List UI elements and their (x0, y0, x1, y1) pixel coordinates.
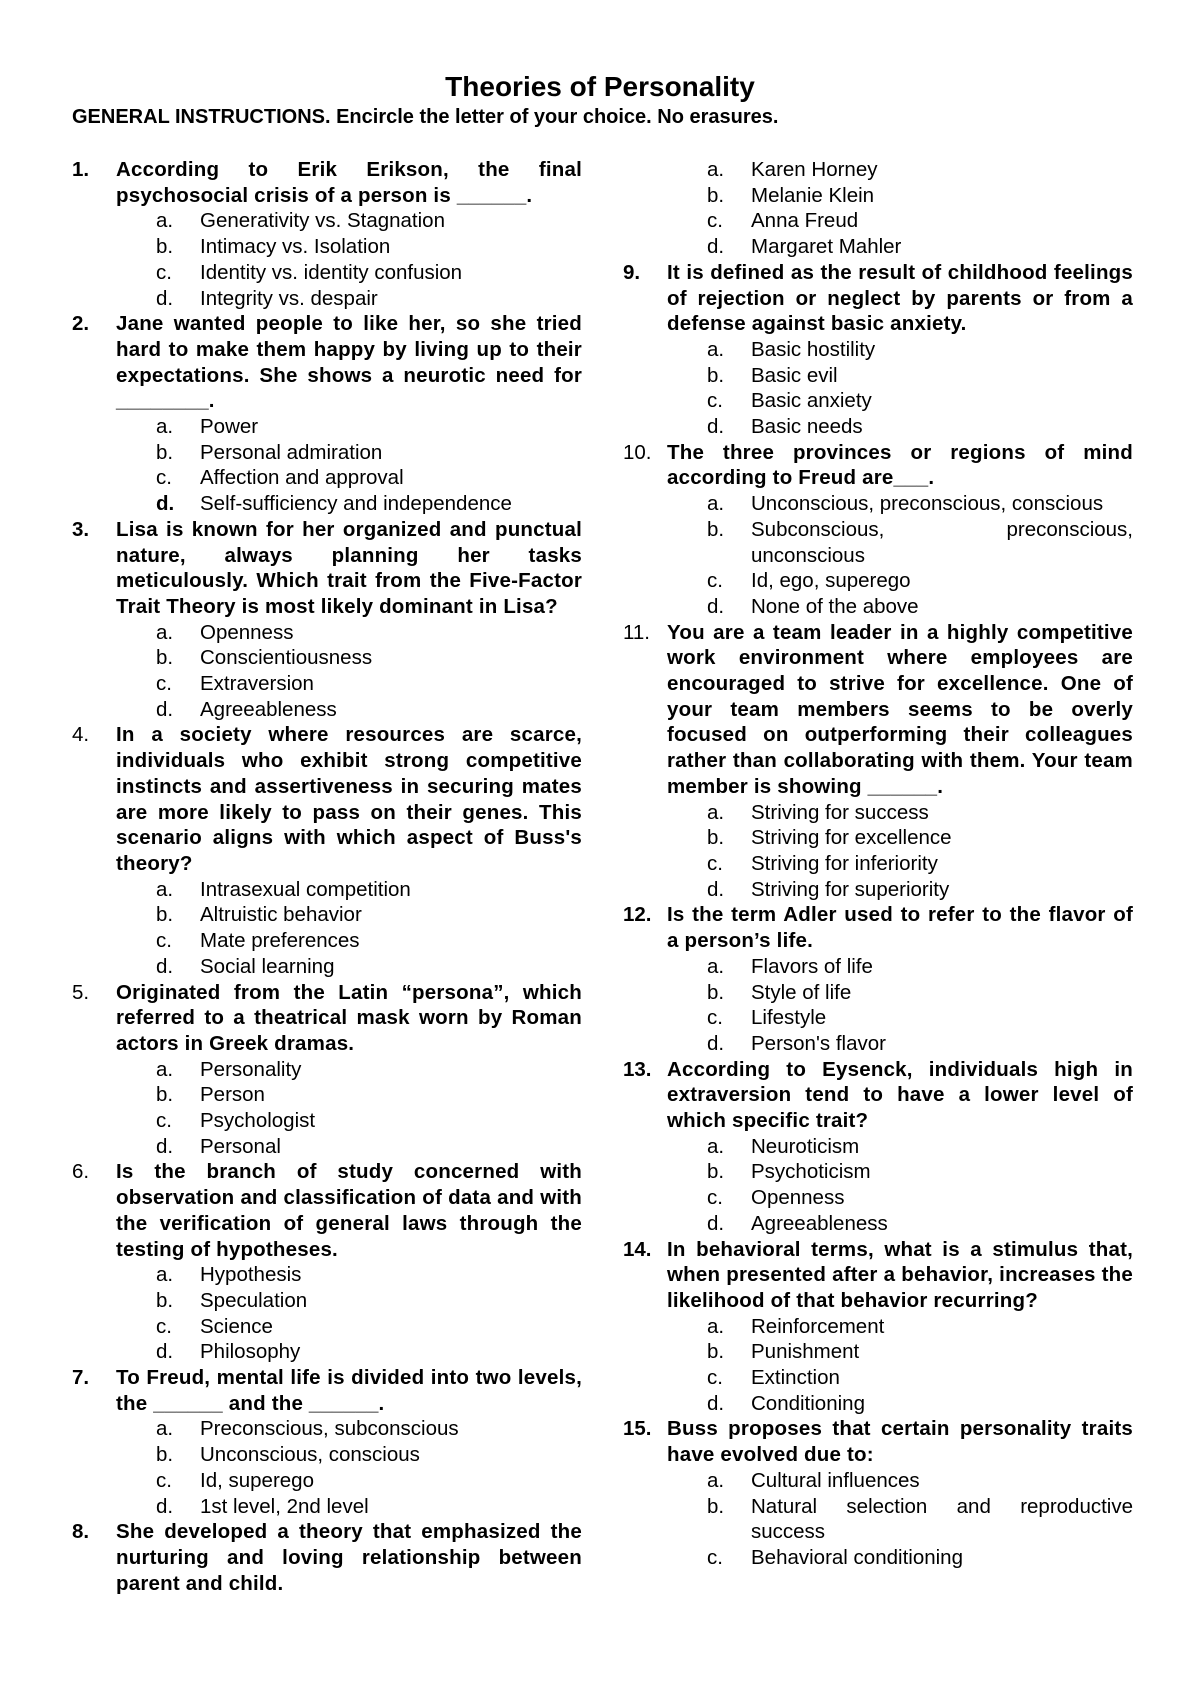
question-text: It is defined as the result of childhood feelings of rejection or neglect by parents or from a defense against basic anxiety. (667, 260, 1133, 336)
option-text: Extraversion (200, 672, 314, 696)
question-number: 12. (623, 903, 652, 927)
answer-option[interactable] (156, 877, 582, 903)
option-text: Intimacy vs. Isolation (200, 235, 391, 259)
page-title: Theories of Personality (445, 71, 755, 102)
option-letter: b. (156, 440, 174, 464)
answer-option[interactable] (707, 1339, 1133, 1365)
question-text: In behavioral terms, what is a stimulus that, when presented after a behavior, increases the likelihood of that behavior recurring? (667, 1237, 1133, 1312)
option-letter: d. (707, 1031, 725, 1055)
answer-option[interactable] (156, 465, 582, 491)
option-text: Psychoticism (751, 1160, 871, 1184)
option-letter: d. (707, 235, 725, 259)
option-text: Personality (200, 1057, 302, 1081)
question-item (623, 1416, 1133, 1570)
answer-option[interactable] (707, 851, 1133, 877)
option-letter: a. (156, 209, 174, 233)
question-text: Is the branch of study concerned with observation and classification of data and with the verification of general laws through the testing of hypotheses. (116, 1160, 582, 1261)
option-letter: d. (156, 492, 175, 516)
question-item (72, 517, 582, 723)
option-letter: b. (156, 646, 174, 670)
answer-option[interactable] (156, 1339, 582, 1365)
answer-option[interactable] (156, 286, 582, 312)
answer-option[interactable] (707, 183, 1133, 209)
question-text: In a society where resources are scarce, individuals who exhibit strong competitive instincts and assertiveness in securing mates are more likely to pass on their genes. This scenario aligns with which aspect of Buss's theory? (116, 723, 582, 875)
question-number: 9. (623, 260, 641, 284)
option-text: None of the above (751, 594, 919, 618)
answer-option[interactable] (156, 208, 582, 234)
answer-option[interactable] (707, 1185, 1133, 1211)
question-number: 11. (623, 620, 650, 644)
question-text: According to Eysenck, individuals high in extraversion tend to have a lower level of which specific trait? (667, 1057, 1133, 1133)
answer-option[interactable] (156, 1262, 582, 1288)
answer-option[interactable] (156, 645, 582, 671)
option-letter: a. (156, 1263, 174, 1287)
question-number: 13. (623, 1057, 652, 1081)
option-letter: c. (156, 1468, 172, 1492)
option-text: Basic evil (751, 363, 838, 387)
option-letter: b. (707, 363, 725, 387)
option-letter: d. (707, 1391, 725, 1415)
answer-option[interactable] (707, 594, 1133, 620)
answer-option[interactable] (156, 1108, 582, 1134)
answer-option[interactable] (707, 517, 1133, 568)
option-letter: d. (156, 286, 174, 310)
option-letter: c. (707, 389, 723, 413)
answer-option[interactable] (156, 954, 582, 980)
option-text: Karen Horney (751, 158, 878, 181)
option-letter: b. (707, 1494, 725, 1518)
answer-option[interactable] (156, 1082, 582, 1108)
answer-option[interactable] (707, 208, 1133, 234)
option-text: Psychologist (200, 1109, 316, 1133)
question-text: According to Erik Erikson, the final psychosocial crisis of a person is ______. (116, 158, 582, 207)
answer-option[interactable] (707, 568, 1133, 594)
option-letter: b. (707, 183, 725, 207)
option-letter: c. (707, 851, 723, 875)
option-text: Self-sufficiency and independence (200, 492, 512, 516)
option-letter: d. (156, 1134, 174, 1158)
answer-option[interactable] (156, 1416, 582, 1442)
question-text: Buss proposes that certain personality traits have evolved due to: (667, 1417, 1133, 1467)
option-letter: a. (156, 415, 174, 439)
option-letter: c. (707, 569, 723, 593)
answer-option[interactable] (156, 440, 582, 466)
question-number: 7. (72, 1366, 90, 1390)
answer-option[interactable] (156, 1134, 582, 1160)
answer-option[interactable] (156, 234, 582, 260)
answer-option[interactable] (156, 1494, 582, 1520)
option-letter: b. (156, 1083, 174, 1107)
option-letter: a. (707, 1468, 725, 1492)
option-letter: a. (707, 1134, 725, 1158)
option-letter: a. (707, 1314, 725, 1338)
answer-option[interactable] (156, 671, 582, 697)
option-letter: b. (707, 1340, 725, 1364)
option-text: Subconscious, preconscious, unconscious (751, 517, 1133, 567)
question-item (623, 620, 1133, 903)
answer-option[interactable] (707, 337, 1133, 363)
option-letter: c. (156, 1314, 172, 1338)
option-text: Preconscious, subconscious (200, 1417, 459, 1441)
question-item (72, 311, 582, 517)
option-letter: b. (707, 1160, 725, 1184)
option-letter: c. (707, 1366, 723, 1390)
question-item (72, 1159, 582, 1365)
answer-option[interactable] (156, 697, 582, 723)
answer-option[interactable] (156, 1288, 582, 1314)
question-number: 10. (623, 440, 652, 464)
question-item (623, 260, 1133, 440)
question-number: 4. (72, 723, 90, 747)
option-letter: a. (707, 492, 725, 516)
option-text: Philosophy (200, 1340, 301, 1364)
option-letter: d. (707, 1211, 725, 1235)
option-text: Altruistic behavior (200, 903, 362, 927)
option-letter: c. (156, 466, 172, 490)
option-text: Flavors of life (751, 954, 873, 978)
option-letter: b. (156, 1443, 174, 1467)
question-item (72, 157, 582, 311)
option-letter: a. (707, 337, 725, 361)
option-letter: d. (707, 415, 725, 439)
option-letter: a. (707, 158, 725, 181)
option-text: Reinforcement (751, 1314, 885, 1338)
option-letter: a. (156, 1057, 174, 1081)
question-item (72, 722, 582, 979)
answer-option[interactable] (707, 800, 1133, 826)
option-letter: d. (707, 877, 725, 901)
option-text: Agreeableness (200, 697, 337, 721)
left-column (72, 157, 582, 1596)
question-number: 15. (623, 1417, 652, 1441)
option-letter: a. (156, 620, 174, 644)
option-text: Margaret Mahler (751, 235, 902, 259)
answer-option[interactable] (707, 1391, 1133, 1417)
option-text: Openness (200, 620, 294, 644)
option-text: Identity vs. identity confusion (200, 260, 463, 284)
option-letter: c. (156, 260, 172, 284)
question-number: 3. (72, 517, 90, 541)
answer-option[interactable] (156, 491, 582, 517)
option-letter: c. (156, 672, 172, 696)
answer-option[interactable] (707, 491, 1133, 517)
question-item (72, 1519, 582, 1596)
option-text: Openness (751, 1186, 845, 1210)
answer-option[interactable] (707, 157, 1133, 183)
option-text: Conscientiousness (200, 646, 373, 670)
answer-option[interactable] (707, 1031, 1133, 1057)
option-letter: d. (156, 954, 174, 978)
option-text: Id, ego, superego (751, 569, 911, 593)
option-text: Behavioral conditioning (751, 1545, 963, 1569)
right-questions (623, 260, 1133, 1571)
option-text: Melanie Klein (751, 183, 875, 207)
question-number: 1. (72, 158, 90, 181)
answer-option[interactable] (707, 1005, 1133, 1031)
answer-option[interactable] (707, 1314, 1133, 1340)
option-text: Anna Freud (751, 209, 859, 233)
answer-option[interactable] (707, 363, 1133, 389)
option-text: Personal admiration (200, 440, 383, 464)
option-text: Natural selection and reproductive success (751, 1494, 1133, 1544)
question-number: 2. (72, 312, 90, 336)
option-text: Person's flavor (751, 1031, 886, 1055)
answer-option[interactable] (707, 414, 1133, 440)
answer-option[interactable] (707, 1468, 1133, 1494)
option-text: Speculation (200, 1288, 308, 1312)
answer-option[interactable] (156, 260, 582, 286)
question-item (72, 980, 582, 1160)
answer-option[interactable] (707, 1134, 1133, 1160)
option-letter: b. (156, 903, 174, 927)
option-text: Power (200, 415, 259, 439)
option-letter: c. (156, 1109, 172, 1133)
answer-option[interactable] (707, 980, 1133, 1006)
option-letter: a. (707, 800, 725, 824)
option-text: Integrity vs. despair (200, 286, 378, 310)
option-text: Mate preferences (200, 929, 360, 953)
option-letter: b. (156, 1288, 174, 1312)
answer-option[interactable] (707, 1545, 1133, 1571)
answer-option[interactable] (707, 1494, 1133, 1545)
option-text: Basic hostility (751, 337, 876, 361)
question-text: Lisa is known for her organized and punctual nature, always planning her tasks meticulously. Which trait from the Five-Factor Trait Theory is most likely dominant in Lisa? (116, 517, 582, 618)
question-text: To Freud, mental life is divided into two levels, the ______ and the ______. (116, 1366, 582, 1415)
answer-option[interactable] (156, 1057, 582, 1083)
option-text: Unconscious, preconscious, conscious (751, 492, 1104, 516)
option-text: Cultural influences (751, 1468, 920, 1492)
option-text: Neuroticism (751, 1134, 860, 1158)
question-text: You are a team leader in a highly competitive work environment where employees are encouraged to strive for excellence. One of your team members seems to be overly focused on outperforming their colleagues rather than collaborating with them. Your team member is showing ______. (667, 620, 1133, 798)
question-item (72, 1365, 582, 1519)
option-letter: b. (707, 826, 725, 850)
question-item (623, 1057, 1133, 1237)
option-text: Generativity vs. Stagnation (200, 209, 445, 233)
option-letter: c. (707, 1186, 723, 1210)
option-letter: b. (707, 517, 725, 541)
answer-option[interactable] (156, 1468, 582, 1494)
general-instructions: GENERAL INSTRUCTIONS. Encircle the letter of your choice. No erasures. (72, 106, 779, 128)
answer-option[interactable] (156, 414, 582, 440)
question-8-options (623, 157, 1133, 260)
answer-option[interactable] (156, 620, 582, 646)
option-text: Unconscious, conscious (200, 1443, 420, 1467)
question-item (623, 1237, 1133, 1417)
option-letter: d. (156, 1494, 174, 1518)
option-letter: b. (156, 235, 174, 259)
answer-option[interactable] (707, 954, 1133, 980)
answer-option[interactable] (156, 1314, 582, 1340)
answer-option[interactable] (707, 234, 1133, 260)
option-letter: c. (156, 929, 172, 953)
answer-option[interactable] (156, 1442, 582, 1468)
question-item (623, 902, 1133, 1056)
option-text: Person (200, 1083, 265, 1107)
question-text: Jane wanted people to like her, so she tried hard to make them happy by living up to their expectations. She shows a neurotic need for ________. (116, 312, 582, 413)
answer-option[interactable] (707, 1159, 1133, 1185)
option-letter: c. (707, 1006, 723, 1030)
answer-option[interactable] (707, 388, 1133, 414)
option-text: Striving for excellence (751, 826, 952, 850)
option-text: Basic anxiety (751, 389, 872, 413)
question-text: She developed a theory that emphasized the nurturing and loving relationship between parent and child. (116, 1520, 582, 1595)
question-text: Is the term Adler used to refer to the flavor of a person’s life. (667, 903, 1133, 953)
option-text: Lifestyle (751, 1006, 827, 1030)
option-letter: d. (156, 697, 174, 721)
option-text: Striving for superiority (751, 877, 950, 901)
option-letter: d. (156, 1340, 174, 1364)
option-text: Id, superego (200, 1468, 314, 1492)
answer-option[interactable] (707, 1211, 1133, 1237)
right-column (623, 157, 1133, 1571)
option-letter: a. (156, 877, 174, 901)
question-text: The three provinces or regions of mind according to Freud are___. (667, 440, 1133, 490)
answer-option[interactable] (156, 928, 582, 954)
option-letter: c. (707, 1545, 723, 1569)
option-text: Agreeableness (751, 1211, 888, 1235)
option-letter: d. (707, 594, 725, 618)
option-text: Social learning (200, 954, 335, 978)
question-number: 5. (72, 980, 90, 1004)
option-text: Striving for success (751, 800, 929, 824)
option-letter: c. (707, 209, 723, 233)
answer-option[interactable] (707, 877, 1133, 903)
option-text: Conditioning (751, 1391, 865, 1415)
question-number: 14. (623, 1237, 652, 1261)
option-text: Intrasexual competition (200, 877, 411, 901)
option-letter: a. (156, 1417, 174, 1441)
question-number: 6. (72, 1160, 90, 1184)
option-text: Extinction (751, 1366, 840, 1390)
option-text: Personal (200, 1134, 281, 1158)
option-letter: b. (707, 980, 725, 1004)
answer-option[interactable] (707, 825, 1133, 851)
option-text: Style of life (751, 980, 852, 1004)
question-text: Originated from the Latin “persona”, which referred to a theatrical mask worn by Roman actors in Greek dramas. (116, 980, 582, 1055)
option-text: 1st level, 2nd level (200, 1494, 369, 1518)
option-text: Affection and approval (200, 466, 404, 490)
option-text: Hypothesis (200, 1263, 302, 1287)
option-letter: a. (707, 954, 725, 978)
question-item (623, 440, 1133, 620)
answer-option[interactable] (156, 902, 582, 928)
answer-option[interactable] (707, 1365, 1133, 1391)
option-text: Striving for inferiority (751, 851, 938, 875)
question-number: 8. (72, 1520, 90, 1544)
option-text: Punishment (751, 1340, 860, 1364)
option-text: Science (200, 1314, 273, 1338)
option-text: Basic needs (751, 415, 863, 439)
